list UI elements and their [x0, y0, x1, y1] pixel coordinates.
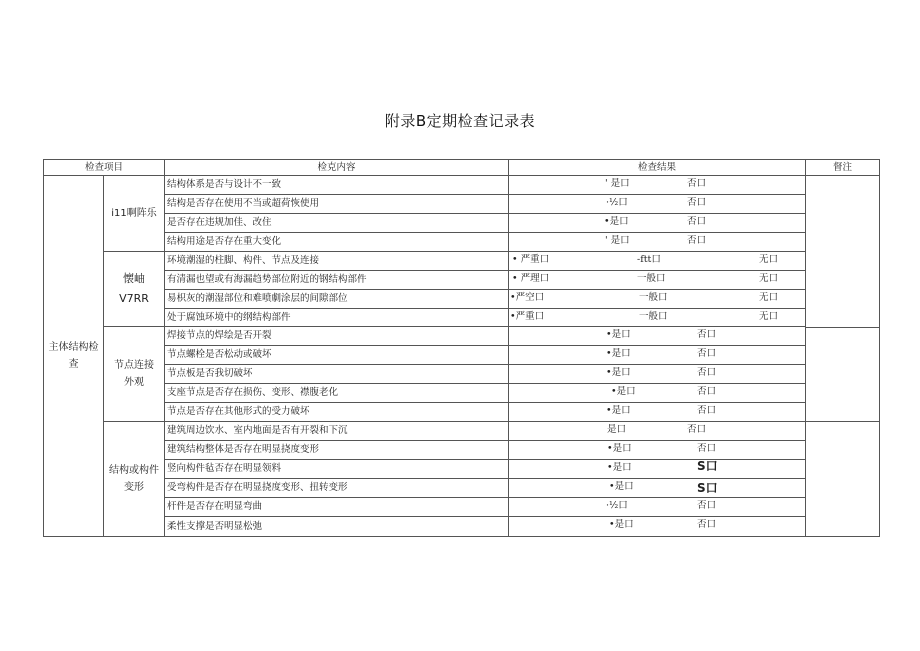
result-option[interactable]: •是口	[611, 386, 636, 397]
result-option[interactable]: 无口	[759, 273, 779, 284]
main-category-cell: 主体结构检查	[43, 175, 104, 537]
result-cell	[508, 402, 806, 422]
result-option[interactable]: S口	[697, 459, 718, 473]
result-option[interactable]: -ftt口	[637, 254, 661, 265]
result-option[interactable]: ·½口	[606, 197, 628, 208]
result-cell	[508, 213, 806, 233]
result-option[interactable]: •是口	[606, 405, 631, 416]
result-cell	[508, 478, 806, 498]
result-option[interactable]: 无口	[759, 292, 779, 303]
group-cell: 节点连接外观	[103, 326, 165, 422]
page-title: 附录B定期检查记录表	[384, 112, 536, 130]
item-cell: 环境潮湿的柱脚、构件、节点及连接	[164, 251, 509, 271]
result-cell	[508, 251, 806, 271]
result-option[interactable]: 否口	[687, 178, 707, 189]
result-option[interactable]: •是口	[607, 443, 632, 454]
result-option[interactable]: 无口	[759, 311, 779, 322]
result-option[interactable]: 否口	[687, 197, 707, 208]
group-cell: i11啊阵乐	[103, 175, 165, 252]
item-cell: 处于腐蚀环境中的纲结构部件	[164, 308, 509, 327]
result-cell	[508, 194, 806, 214]
group-cell: 结构或构件变形	[103, 421, 165, 537]
result-option[interactable]: •是口	[609, 481, 634, 492]
result-cell	[508, 326, 806, 346]
item-cell: 建筑周边饮水、室内地面是否有开裂和下沉	[164, 421, 509, 441]
result-option[interactable]: 一般口	[639, 311, 668, 322]
result-option[interactable]: 否口	[697, 405, 717, 416]
result-option[interactable]: S口	[697, 481, 718, 495]
result-option[interactable]: 一般口	[639, 292, 668, 303]
item-cell: 支座节点是否存在损伤、变形、襟腹老化	[164, 383, 509, 403]
result-cell	[508, 440, 806, 460]
item-cell: 节点螺栓是否松动或破坏	[164, 345, 509, 365]
item-cell: 建筑结构整体是否存在明显挠度变形	[164, 440, 509, 460]
remark-cell[interactable]	[805, 421, 880, 537]
result-option[interactable]: 无口	[759, 254, 779, 265]
result-cell	[508, 175, 806, 195]
header-result: 检查结果	[508, 159, 806, 176]
result-cell	[508, 459, 806, 479]
result-option[interactable]: •严空口	[510, 292, 545, 303]
result-option[interactable]: 否口	[697, 386, 717, 397]
item-cell: 受弯构件是否存在明显挠度变形、扭转变形	[164, 478, 509, 498]
item-cell: 有清漏也望或有海漏趋势部位附近的钢结构部件	[164, 270, 509, 290]
result-option[interactable]: 否口	[687, 424, 707, 435]
result-cell	[508, 421, 806, 441]
result-option[interactable]: 否口	[697, 519, 717, 530]
result-cell	[508, 497, 806, 517]
header-remark: 督注	[805, 159, 880, 176]
result-option[interactable]: 否口	[697, 348, 717, 359]
header-item: 检查项目	[43, 159, 165, 176]
result-option[interactable]: 否口	[697, 443, 717, 454]
result-option[interactable]: 否口	[697, 500, 717, 511]
result-option[interactable]: 否口	[687, 216, 707, 227]
item-cell: 是否存在违规加佳、改住	[164, 213, 509, 233]
result-option[interactable]: •是口	[609, 519, 634, 530]
item-cell: 结构体系是否与设计不一致	[164, 175, 509, 195]
result-cell	[508, 308, 806, 327]
result-option[interactable]: •是口	[606, 348, 631, 359]
result-cell	[508, 232, 806, 252]
item-cell: 杆件是否存在明显弯曲	[164, 497, 509, 517]
remark-cell[interactable]	[805, 327, 880, 422]
result-option[interactable]: ·½口	[606, 500, 628, 511]
result-cell	[508, 345, 806, 365]
item-cell: 结构是否存在使用不当或超荷恢使用	[164, 194, 509, 214]
result-option[interactable]: 否口	[697, 329, 717, 340]
result-cell	[508, 270, 806, 290]
item-cell: 柔性支撑是否明显松弛	[164, 516, 509, 537]
result-cell	[508, 383, 806, 403]
result-option[interactable]: ' 是口	[605, 235, 630, 246]
result-option[interactable]: •是口	[607, 462, 632, 473]
result-option[interactable]: •严重口	[510, 311, 545, 322]
result-option[interactable]: • 严理口	[512, 273, 550, 284]
item-cell: 易枳灰的潮湿部位和难喷劇涂层的间隙部位	[164, 289, 509, 309]
result-cell	[508, 364, 806, 384]
item-cell: 竖向构件毡否存在明显领料	[164, 459, 509, 479]
result-option[interactable]: 一般口	[637, 273, 666, 284]
remark-cell[interactable]	[805, 175, 880, 328]
group-cell: 懐岫 V7RR	[103, 251, 165, 327]
item-cell: 节点是否存在其他形式的受力破坏	[164, 402, 509, 422]
result-option[interactable]: •是口	[606, 329, 631, 340]
result-option[interactable]: 是口	[607, 424, 627, 435]
result-option[interactable]: •是口	[606, 367, 631, 378]
result-option[interactable]: • 严重口	[512, 254, 550, 265]
header-content: 检克内容	[164, 159, 509, 176]
result-option[interactable]: ' 是口	[605, 178, 630, 189]
inspection-table	[43, 159, 880, 537]
item-cell: 节点板是否我切破坏	[164, 364, 509, 384]
result-cell	[508, 516, 806, 537]
result-option[interactable]: 否口	[687, 235, 707, 246]
item-cell: 焊接节点的焊绘是否开裂	[164, 326, 509, 346]
item-cell: 结构用途是否存在重大变化	[164, 232, 509, 252]
result-option[interactable]: 否口	[697, 367, 717, 378]
result-option[interactable]: •是口	[604, 216, 629, 227]
result-cell	[508, 289, 806, 309]
